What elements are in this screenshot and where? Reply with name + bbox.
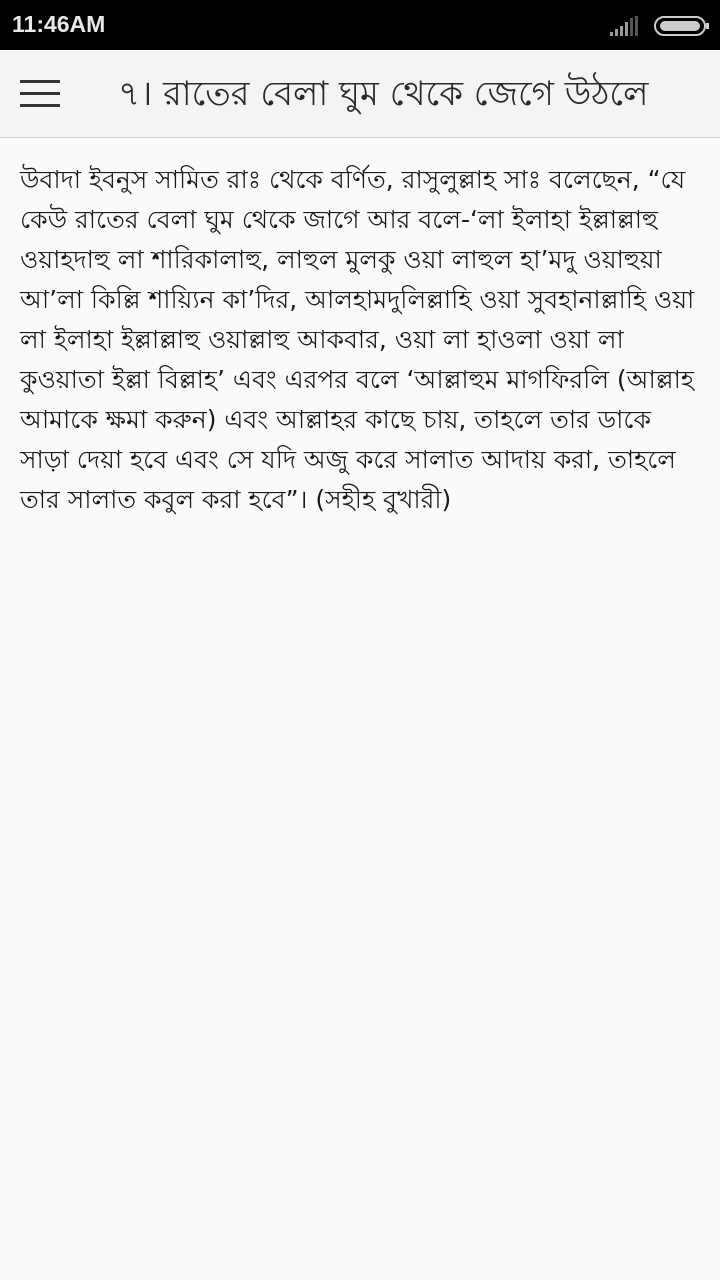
cellular-signal-icon bbox=[608, 15, 640, 37]
status-bar bbox=[0, 0, 720, 50]
app-bar bbox=[0, 50, 720, 138]
menu-button[interactable] bbox=[14, 72, 66, 116]
status-time: 11:46AM bbox=[12, 11, 106, 37]
page-title: ৭। রাতের বেলা ঘুম থেকে জেগে উঠলে bbox=[118, 74, 649, 114]
article-body: উবাদা ইবনুস সামিত রাঃ থেকে বর্ণিত, রাসুলুল্লাহ সাঃ বলেছেন, “যে কেউ রাতের বেলা ঘুম থেকে জাগে আর বলে-‘লা ইলাহা ইল্লাল্লাহু ওয়াহদাহু লা শারিকালাহু, লাহুল মুলকু ওয়া লাহুল হা’মদু ওয়াহুয়া আ’লা কিল্লি শায়্যিন কা’দির, আলহামদুলিল্লাহি ওয়া সুবহানাল্লাহি ওয়া লা ইলাহা ইল্লাল্লাহু ওয়াল্লাহু আকবার, ওয়া লা হাওলা ওয়া লা কুওয়াতা ইল্লা বিল্লাহ’ এবং এরপর বলে ‘আল্লাহুম মাগফিরলি (আল্লাহ আমাকে ক্ষমা করুন) এবং আল্লাহর কাছে চায়, তাহলে তার ডাকে সাড়া দেয়া হবে এবং সে যদি অজু করে সালাত আদায় করা, তাহলে তার সালাত কবুল করা হবে”। (সহীহ বুখারী) bbox=[20, 165, 695, 514]
battery-icon bbox=[654, 15, 710, 37]
